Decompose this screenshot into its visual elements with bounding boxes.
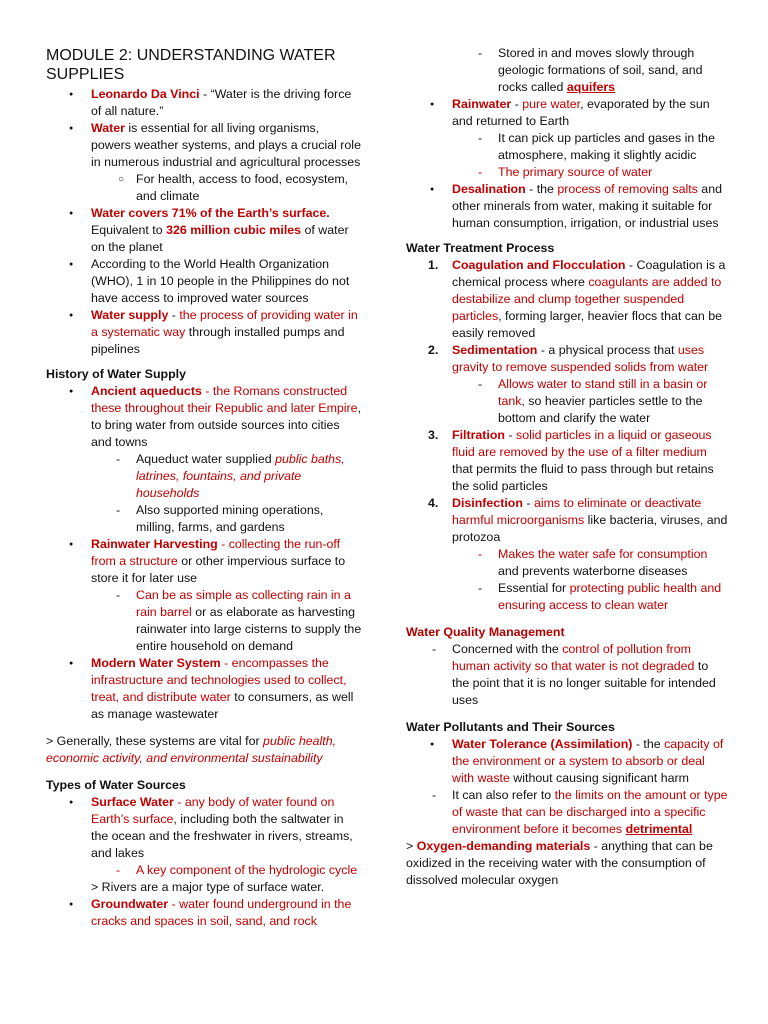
sub-rainwater-harvesting: - Can be as simple as collecting rain in a rain barrel or as elaborate as harvesting rainwater into large cisterns to supply the entire household on demand xyxy=(136,587,362,655)
sub-surface-water: - A key component of the hydrologic cycle xyxy=(136,862,362,879)
step-3: 3. Filtration - solid particles in a liquid or gaseous fluid are removed by the use of a filter medium that permits the fluid to pass through but retains the solid particles xyxy=(428,428,714,493)
bullet-rainwater: ● Rainwater - pure water, evaporated by the sun and returned to Earth xyxy=(452,96,728,130)
bullet-tolerance: ● Water Tolerance (Assimilation) - the capacity of the environment or a system to absorb or deal with waste without causing significant harm xyxy=(452,736,728,787)
page-title: MODULE 2: UNDERSTANDING WATER SUPPLIES xyxy=(46,47,336,83)
heading-quality: Water Quality Management xyxy=(406,625,565,639)
heading-treatment: Water Treatment Process xyxy=(406,241,555,255)
sub-aqueducts-2: - Also supported mining operations, milling, farms, and gardens xyxy=(136,502,362,536)
bullet-covers: ● Water covers 71% of the Earth’s surface. Equivalent to 326 million cubic miles of water on the planet xyxy=(91,205,362,256)
sub-water: ○ For health, access to food, ecosystem, and climate xyxy=(136,171,362,205)
bullet-davinci: ● Leonardo Da Vinci - “Water is the driving force of all nature.” xyxy=(91,86,362,120)
sub-tolerance: - It can also refer to the limits on the amount or type of waste that can be discharged into a specific environment before it becomes detrimental xyxy=(452,787,728,838)
note-oxygen-demanding: > Oxygen-demanding materials - anything that can be oxidized in the receiving water with the consumption of dissolved molecular oxygen xyxy=(406,839,713,887)
bullet-aqueducts: ● Ancient aqueducts - the Romans constructed these throughout their Republic and later Empire, to bring water from outside sources into cities and towns xyxy=(91,383,362,451)
step-1: 1. Coagulation and Flocculation - Coagulation is a chemical process where coagulants are added to destabilize and clump together suspended particles, forming larger, heavier flocs that can be easily removed xyxy=(428,258,726,340)
bullet-desalination: ● Desalination - the process of removing salts and other minerals from water, making it suitable for human consumption, irrigation, or industrial uses xyxy=(452,181,728,232)
bullet-modern-system: ● Modern Water System - encompasses the infrastructure and technologies used to collect, treat, and distribute water to consumers, as well as manage wastewater xyxy=(91,655,362,723)
sub-rainwater-2: - The primary source of water xyxy=(498,164,728,181)
sub-aqueducts-1: - Aqueduct water supplied public baths, latrines, fountains, and private households xyxy=(136,451,362,502)
sub-disinfection-1: - Makes the water safe for consumption and prevents waterborne diseases xyxy=(498,546,728,580)
right-column xyxy=(406,0,728,889)
note-generally: > Generally, these systems are vital for public health, economic activity, and environmental sustainability xyxy=(46,734,337,765)
heading-pollutants: Water Pollutants and Their Sources xyxy=(406,720,615,734)
sub-rainwater-1: - It can pick up particles and gases in the atmosphere, making it slightly acidic xyxy=(498,130,728,164)
step-4: 4. Disinfection - aims to eliminate or deactivate harmful microorganisms like bacteria, viruses, and protozoa xyxy=(428,496,728,544)
bullet-who: ● According to the World Health Organization (WHO), 1 in 10 people in the Philippines do not have access to improved water sources xyxy=(91,256,362,307)
step-2: 2. Sedimentation - a physical process that uses gravity to remove suspended solids from water xyxy=(428,343,709,374)
sub-disinfection-2: - Essential for protecting public health and ensuring access to clean water xyxy=(498,580,728,614)
bullet-surface-water: ● Surface Water - any body of water found on Earth’s surface, including both the saltwater in the ocean and the freshwater in rivers, streams, and lakes xyxy=(91,794,362,862)
bullet-supply: ● Water supply - the process of providing water in a systematic way through installed pumps and pipelines xyxy=(91,307,362,358)
bullet-rainwater-harvesting: ● Rainwater Harvesting - collecting the run-off from a structure or other impervious surface to store it for later use xyxy=(91,536,362,587)
sub-quality: - Concerned with the control of pollution from human activity so that water is not degraded to the point that it is no longer suitable for intended uses xyxy=(452,641,728,709)
sub-groundwater: - Stored in and moves slowly through geologic formations of soil, sand, and rocks called aquifers xyxy=(498,45,728,96)
bullet-groundwater: ● Groundwater - water found underground in the cracks and spaces in soil, sand, and rock xyxy=(91,896,362,930)
left-column xyxy=(46,0,362,930)
sub-sedimentation: - Allows water to stand still in a basin or tank, so heavier particles settle to the bottom and clarify the water xyxy=(498,376,728,427)
heading-types: Types of Water Sources xyxy=(46,778,186,792)
bullet-water: ● Water is essential for all living organisms, powers weather systems, and plays a crucial role in numerous industrial and agricultural processes xyxy=(91,120,362,171)
note-rivers: > Rivers are a major type of surface water. xyxy=(91,880,325,894)
heading-history: History of Water Supply xyxy=(46,367,186,381)
